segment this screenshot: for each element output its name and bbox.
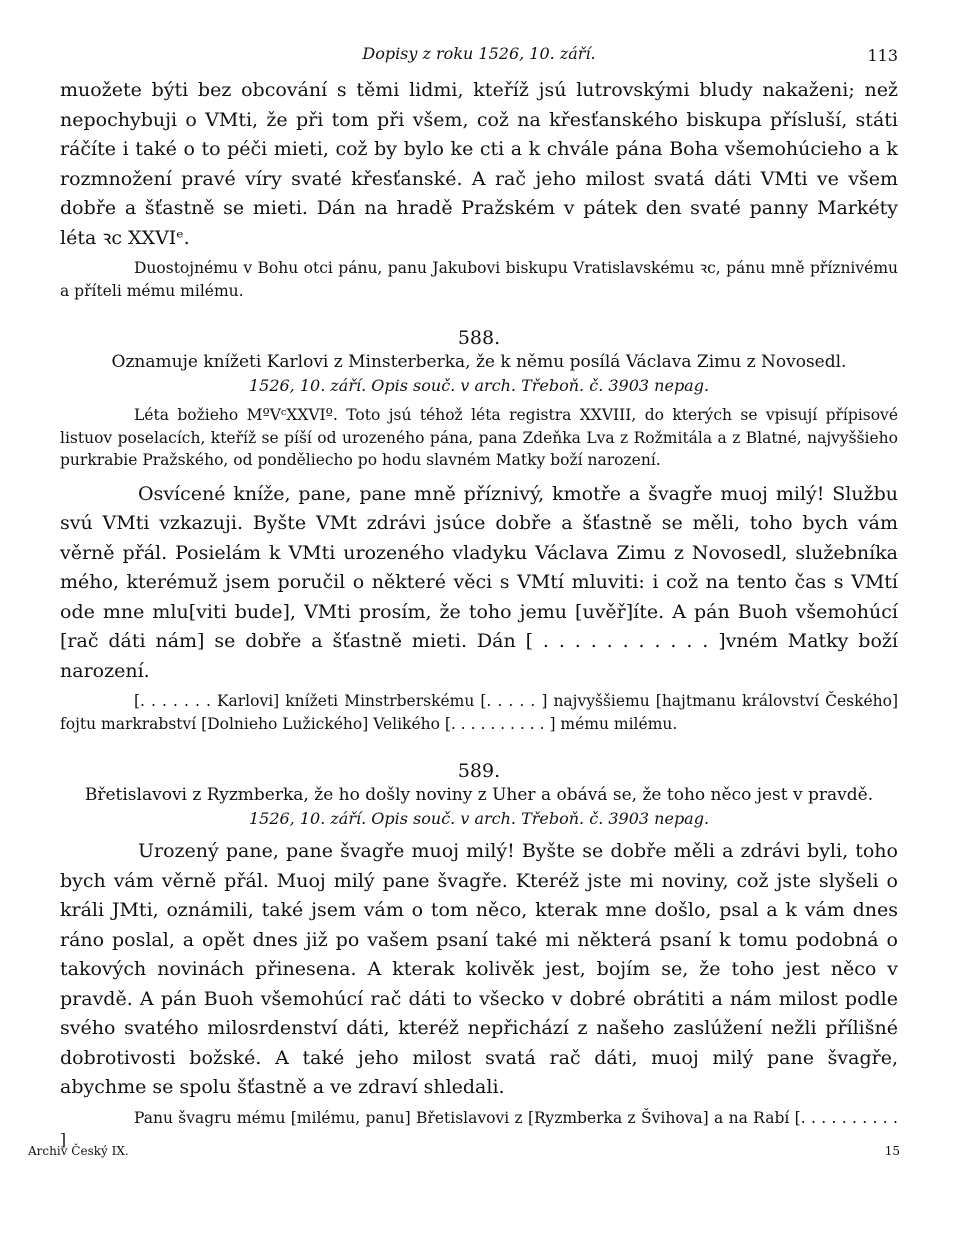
letter-address: Duostojnému v Bohu otci pánu, panu Jakubovi biskupu Vratislavskému ꝛc, pánu mně příznivému a příteli mému milému.: [60, 259, 898, 300]
document-source: 1526, 10. září. Opis souč. v arch. Třeboň. č. 3903 nepag.: [248, 809, 710, 828]
continued-letter: [60, 76, 898, 302]
sheet-number: 15: [884, 1144, 900, 1158]
letter-body: muožete býti bez obcování s těmi lidmi, kteříž jsú lutrovskými bludy nakaženi; než nepochybuji o VMti, že při tom při všem, což na křesťanského biskupa přísluší, státi ráčíte i také o to péči mieti, což by bylo ke cti a k chvále pána Boha všemohúcieho a k rozmnožení pravé víry svaté křesťanské. A rač jeho milost svatá dáti VMti ve všem dobře a šťastně se mieti. Dán na hradě Pražském v pátek den svaté panny Markéty léta ꝛc XXVIᵉ.: [60, 79, 898, 249]
signature-mark: Archiv Český IX.: [28, 1144, 129, 1158]
document-summary: Oznamuje knížeti Karlovi z Minsterberka, že k němu posílá Václava Zimu z Novosedl.: [111, 352, 847, 372]
letter-body: Osvícené kníže, pane, pane mně příznivý, kmotře a švagře muoj milý! Službu svú VMti vzkazuji. Byšte VMt zdrávi jsúce dobře a šťastně se měli, toho bych vám věrně přál. Posielám k VMti urozeného vladyku Václava Zimu z Novosedl, služebníka mého, kterémuž jsem poručil o některé věci s VMtí mluviti: i což na tento čas s VMtí ode mne mlu[viti bude], VMti prosím, že toho jemu [uvěř]íte. A pán Buoh všemohúcí [rač dáti nám] se dobře a šťastně mieti. Dán [ . . . . . . . . . . . ]vném Matky boží narození.: [60, 482, 898, 682]
book-page: [60, 40, 898, 1152]
document-number: 589.: [457, 760, 501, 782]
register-preface: Léta božieho MºVᶜXXVIº. Toto jsú téhož léta registra XXVIII, do kterých se vpisují přípisové listuov poselacích, kteříž se píší od urozeného pána, pana Zdeňka Lva z Rožmitála a z Blatné, najvyššieho purkrabie Pražského, od ponděliecho po hodu slavném Matky boží narození.: [60, 406, 898, 469]
document-source: 1526, 10. září. Opis souč. v arch. Třeboň. č. 3903 nepag.: [248, 376, 710, 395]
letter-address: [. . . . . . . Karlovi] knížeti Minstrberskému [. . . . . ] najvyššiemu [hajtmanu království Českého] fojtu markrabství [Dolnieho Lužického] Velikého [. . . . . . . . . . ] mému milému.: [60, 692, 898, 733]
document-summary: Břetislavovi z Ryzmberka, že ho došly noviny z Uher a obává se, že toho něco jest v pravdě.: [84, 785, 874, 805]
document-number: 588.: [457, 327, 501, 349]
document-589: [60, 759, 898, 1152]
page-header: [60, 40, 898, 76]
running-title: Dopisy z roku 1526, 10. září.: [362, 44, 596, 63]
document-588: [60, 326, 898, 735]
letter-body: Urozený pane, pane švagře muoj milý! Byšte se dobře měli a zdrávi byli, toho bych vám věrně přál. Muoj milý pane švagře. Kteréž jste mi noviny, což jste slyšeli o králi JMti, oznámili, také jsem vám o tom něco, kterak mne došlo, psal a k vám dnes ráno poslal, a opět dnes již po vašem psaní také mi některá psaní k tomu podobná o takových novinách přinesena. A kterak kolivěk jest, bojím se, že toho jest něco v pravdě. A pán Buoh všemohúcí rač dáti to všecko v dobré obrátiti a nám milost podle svého svatého milosrdenství dáti, kteréž nepřichází z našeho zaslúžení nežli přílišné dobrotivosti božské. A také jeho milost svatá rač dáti, muoj milý pane švagře, abychme se spolu šťastně a ve zdraví shledali.: [60, 840, 898, 1098]
letter-address: Panu švagru mému [milému, panu] Břetislavovi z [Ryzmberka z Švihova] a na Rabí [. . . . . . . . . . ]: [60, 1108, 898, 1149]
page-number: 113: [867, 46, 898, 65]
